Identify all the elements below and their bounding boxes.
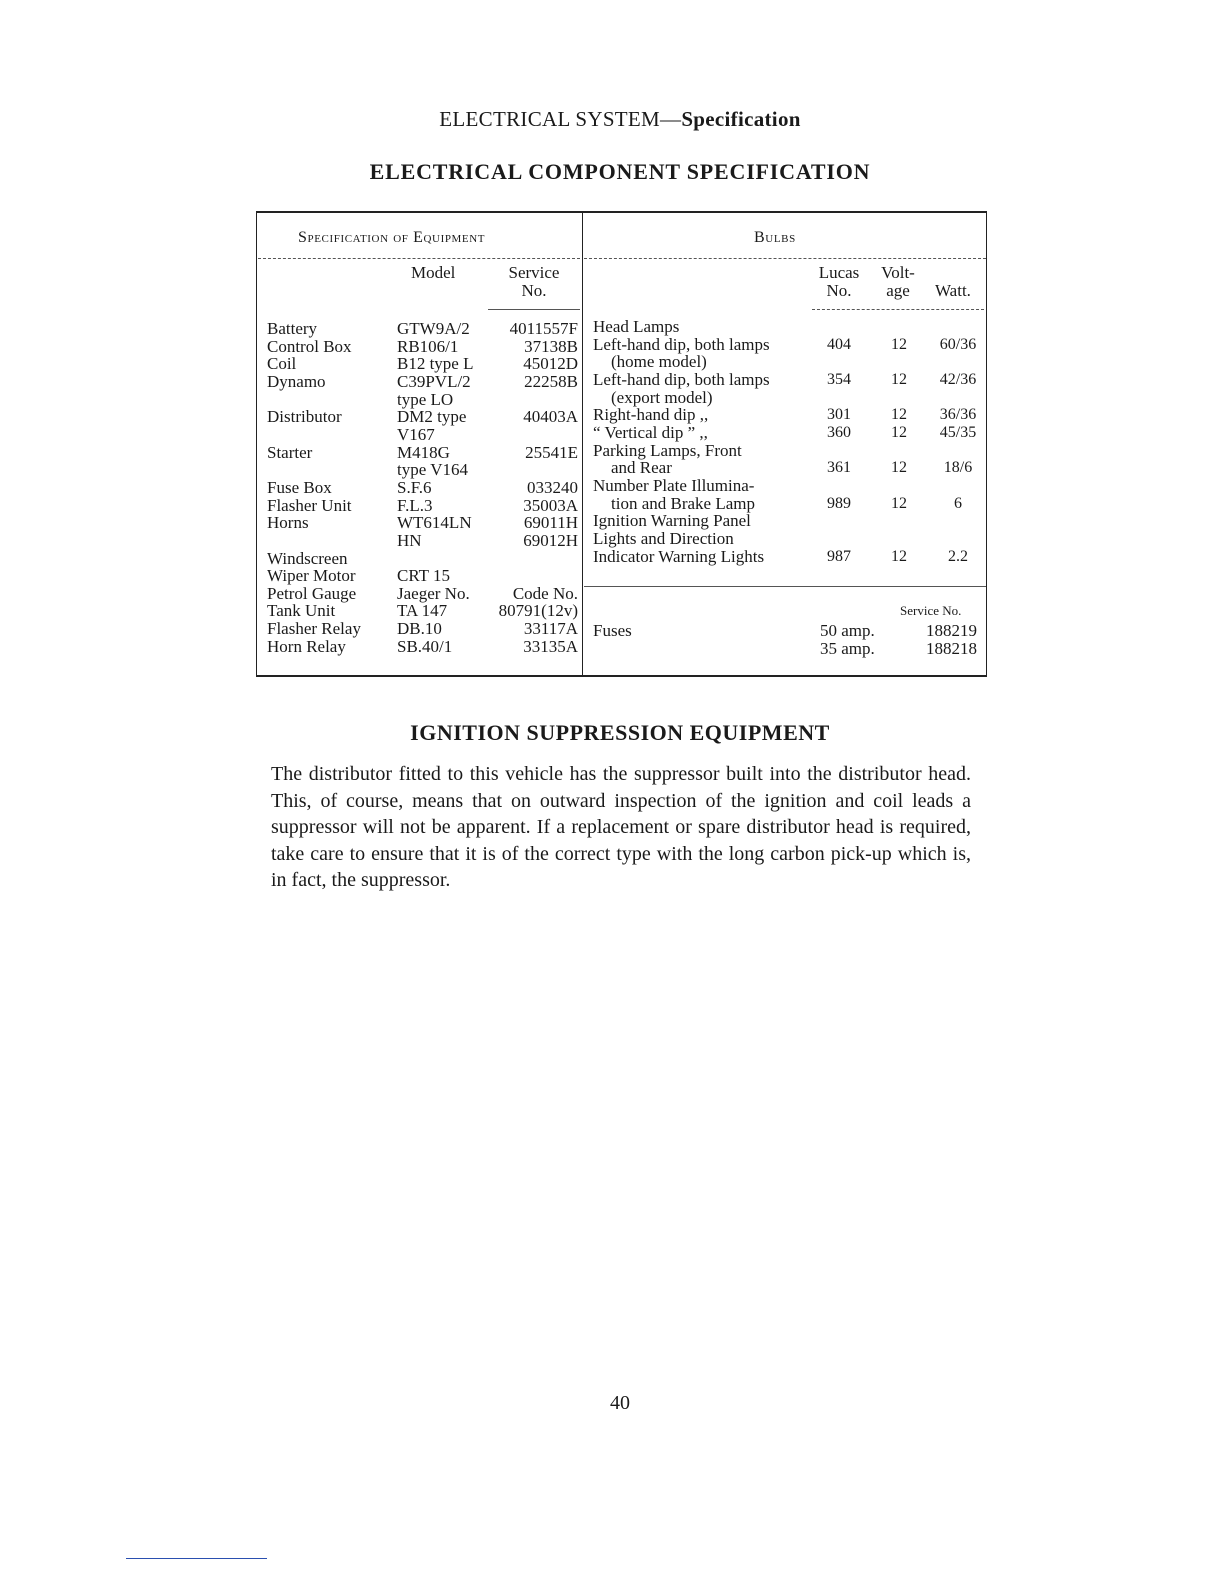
bulb-lucas-no: 404 — [827, 335, 851, 353]
equipment-model: V167 — [397, 424, 435, 444]
bulb-wattage: 60/36 — [939, 335, 977, 353]
equipment-model: DB.10 — [397, 619, 442, 638]
bulb-wattage: 42/36 — [939, 370, 977, 388]
suppression-paragraph: The distributor fitted to this vehicle has the suppressor built into the distributor head. This, of course, means that on outward inspection of the ignition and coil leads a suppressor will not be apparent. If a replacement or spare distributor head is required, take care to ensure that it is of the correct type with the long carbon pick-up which is, in fact, the suppressor. — [271, 763, 971, 892]
bulb-wattage: 2.2 — [948, 547, 968, 565]
equipment-name: Fuse Box — [267, 477, 332, 497]
bulb-description: Left-hand dip, both lamps — [593, 334, 770, 354]
bulb-description: “ Vertical dip ” ,, — [593, 422, 708, 442]
col-service-header: Service No. — [508, 263, 560, 300]
equipment-name: Control Box — [267, 336, 352, 356]
equipment-service-no: 45012D — [523, 354, 578, 374]
bulb-lucas-no: 987 — [827, 547, 851, 565]
equipment-model: TA 147 — [397, 601, 448, 621]
equipment-service-no: 40403A — [523, 407, 578, 427]
header-divider — [584, 258, 986, 259]
equipment-name: Distributor — [267, 407, 342, 427]
bulb-voltage: 12 — [891, 423, 907, 441]
bulb-description: Indicator Warning Lights — [593, 546, 765, 566]
equipment-model: CRT 15 — [397, 566, 450, 586]
equipment-model: HN — [397, 530, 422, 550]
bulb-voltage: 12 — [891, 370, 907, 388]
bulb-wattage: 45/35 — [939, 423, 977, 441]
bulb-lucas-no: 301 — [827, 406, 851, 424]
equipment-model: WT614LN — [397, 513, 472, 533]
equipment-model: type V164 — [397, 460, 468, 480]
equipment-service-no: 33135A — [523, 636, 578, 656]
equipment-model: GTW9A/2 — [397, 319, 470, 338]
col-model-header: Model — [411, 263, 456, 282]
equipment-name: Battery — [267, 319, 318, 338]
equipment-service-no: Code No. — [512, 583, 578, 603]
page-number: 40 — [610, 1392, 630, 1414]
bulb-description: Ignition Warning Panel — [593, 511, 751, 531]
equipment-model: type LO — [397, 389, 454, 409]
bulb-description: Number Plate Illumina- — [593, 475, 755, 495]
equipment-service-no: 80791(12v) — [498, 601, 578, 621]
equipment-name: Flasher Relay — [267, 619, 361, 638]
fuse-service-heading: Service No. — [900, 603, 962, 618]
bulb-voltage: 12 — [891, 335, 907, 353]
equipment-service-no: 4011557F — [509, 319, 578, 338]
fuse-rating: 35 amp. — [820, 638, 875, 658]
equipment-heading: Specification of Equipment — [298, 229, 486, 246]
bulbs-heading: Bulbs — [754, 229, 796, 246]
bulb-lucas-no: 354 — [827, 370, 851, 388]
fuses-rule — [584, 586, 986, 587]
bulb-voltage: 12 — [891, 494, 907, 512]
fuses-label: Fuses — [593, 621, 632, 640]
bulb-wattage: 6 — [954, 494, 962, 512]
section-title: IGNITION SUPPRESSION EQUIPMENT — [410, 720, 830, 745]
equipment-name: Horns — [267, 513, 309, 533]
equipment-name: Horn Relay — [267, 636, 346, 656]
equipment-model: M418G — [397, 442, 450, 462]
equipment-service-no: 37138B — [524, 336, 578, 356]
header-divider — [812, 309, 984, 310]
bulb-lucas-no: 361 — [827, 459, 851, 477]
equipment-name: Petrol Gauge — [267, 583, 357, 603]
col-volt-header: Volt- age — [881, 263, 915, 300]
equipment-name: Tank Unit — [267, 601, 336, 621]
bulb-description: Lights and Direction — [593, 528, 734, 548]
equipment-service-no: 69012H — [523, 530, 578, 550]
equipment-model: S.F.6 — [397, 477, 432, 497]
column-divider — [582, 213, 583, 675]
equipment-name: Windscreen — [267, 548, 348, 568]
bulb-description: (home model) — [611, 352, 707, 372]
equipment-model: DM2 type — [397, 407, 467, 427]
equipment-model: SB.40/1 — [397, 636, 453, 656]
equipment-service-no: 33117A — [523, 619, 578, 638]
bulb-wattage: 18/6 — [943, 459, 973, 477]
equipment-model: RB106/1 — [397, 336, 459, 356]
header-divider — [258, 258, 580, 259]
col-lucas-header: Lucas No. — [818, 263, 860, 300]
bulb-wattage: 36/36 — [939, 406, 977, 424]
equipment-name: Wiper Motor — [267, 566, 356, 586]
equipment-model: C39PVL/2 — [397, 371, 471, 391]
equipment-model: F.L.3 — [397, 495, 433, 515]
equipment-service-no: 22258B — [524, 371, 578, 391]
bulb-description: and Rear — [611, 458, 672, 478]
equipment-name: Starter — [267, 442, 313, 462]
fuse-service-no: 188218 — [926, 638, 977, 658]
equipment-name: Dynamo — [267, 371, 326, 391]
equipment-service-no: 25541E — [525, 442, 578, 462]
bulb-voltage: 12 — [891, 459, 907, 477]
page-title: ELECTRICAL COMPONENT SPECIFICATION — [369, 159, 871, 184]
equipment-service-no: 033240 — [527, 477, 578, 497]
equipment-model: B12 type L — [397, 354, 474, 374]
running-head: ELECTRICAL SYSTEM—Specification — [439, 107, 801, 131]
fuse-service-no: 188219 — [926, 621, 977, 640]
equipment-model: Jaeger No. — [397, 583, 470, 603]
bulb-description: Right-hand dip ,, — [593, 405, 709, 425]
footer-rule — [126, 1558, 267, 1559]
bulb-description: Head Lamps — [593, 317, 680, 336]
bulb-description: tion and Brake Lamp — [611, 493, 755, 513]
service-rule — [488, 309, 580, 310]
bulb-voltage: 12 — [891, 406, 907, 424]
equipment-name: Flasher Unit — [267, 495, 352, 515]
bulb-voltage: 12 — [891, 547, 907, 565]
bulb-description: (export model) — [611, 387, 713, 407]
bulb-lucas-no: 360 — [827, 423, 851, 441]
bulb-lucas-no: 989 — [827, 494, 851, 512]
equipment-service-no: 35003A — [523, 495, 578, 515]
bulb-description: Left-hand dip, both lamps — [593, 369, 770, 389]
fuse-rating: 50 amp. — [820, 621, 875, 640]
bulb-description: Parking Lamps, Front — [593, 440, 742, 460]
equipment-name: Coil — [267, 354, 297, 374]
equipment-service-no: 69011H — [523, 513, 578, 533]
col-watt-header: Watt. — [935, 281, 971, 300]
